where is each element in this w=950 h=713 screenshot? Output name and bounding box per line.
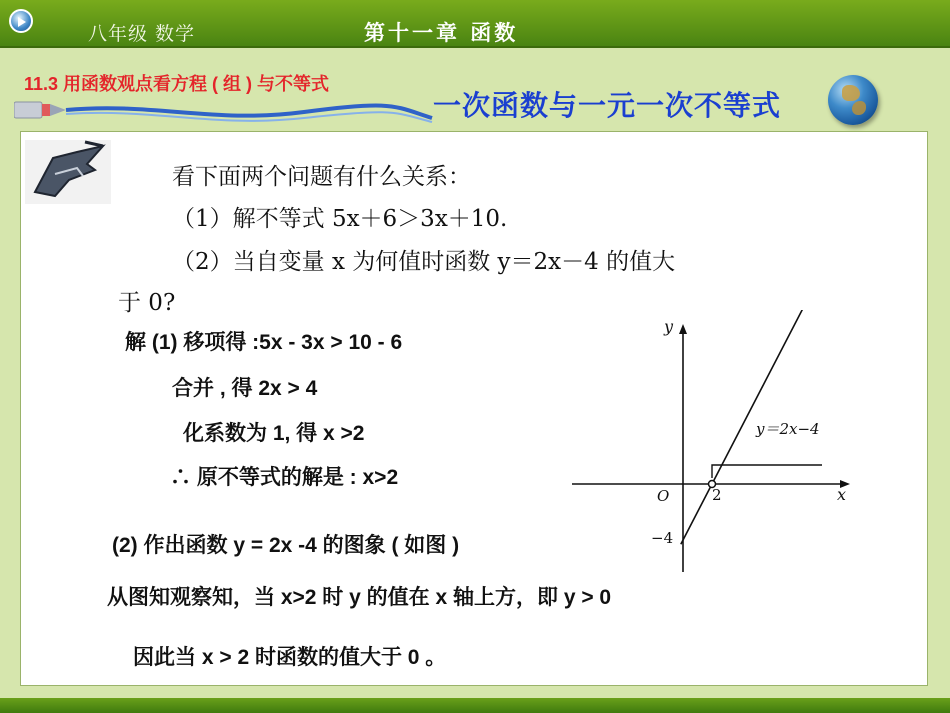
- y-axis-label: y: [664, 317, 674, 336]
- grade-label: 八年级 数学: [88, 23, 196, 45]
- solution-step-6: 从图知观察知，当 x>2 时 y 的值在 x 轴上方，即 y > 0: [107, 586, 612, 609]
- solution-step-4: ∴ 原不等式的解是 : x>2: [170, 466, 399, 489]
- origin-label: O: [657, 487, 670, 505]
- problem-q1: （1）解不等式 5x＋6＞3x＋10.: [172, 206, 508, 232]
- solution-step-2: 合并 , 得 2x > 4: [172, 377, 318, 400]
- globe-icon: [828, 75, 878, 125]
- function-graph: [560, 310, 860, 580]
- top-bar: [0, 0, 950, 48]
- lesson-title: 一次函数与一元一次不等式: [433, 89, 782, 122]
- y-intercept-label: −4: [651, 529, 674, 547]
- solution-step-1: 解 (1) 移项得 :5x - 3x > 10 - 6: [125, 331, 403, 354]
- solution-step-7: 因此当 x > 2 时函数的值大于 0 。: [133, 646, 447, 669]
- solution-step-5: (2) 作出函数 y = 2x -4 的图象 ( 如图 ): [112, 534, 460, 557]
- pen-swoosh-icon: [14, 96, 434, 130]
- bottom-bar: [0, 698, 950, 713]
- solution-step-3: 化系数为 1, 得 x >2: [183, 422, 365, 445]
- problem-q2-line1: （2）当自变量 x 为何值时函数 y＝2x－4 的值大: [172, 249, 676, 275]
- y-axis-arrow: [679, 324, 687, 334]
- chapter-title: 第十一章 函数: [364, 20, 519, 45]
- section-title: 11.3 用函数观点看方程 ( 组 ) 与不等式: [24, 74, 330, 94]
- line-label: y＝2x−4: [756, 420, 820, 438]
- play-icon[interactable]: [9, 9, 33, 33]
- positive-region-marker: [712, 465, 822, 478]
- problem-intro: 看下面两个问题有什么关系：: [172, 164, 471, 190]
- x-axis-label: x: [837, 485, 847, 504]
- writing-hand-icon: [25, 140, 111, 204]
- problem-q2-line2: 于 0?: [118, 290, 176, 316]
- x-intercept-label: 2: [712, 486, 722, 504]
